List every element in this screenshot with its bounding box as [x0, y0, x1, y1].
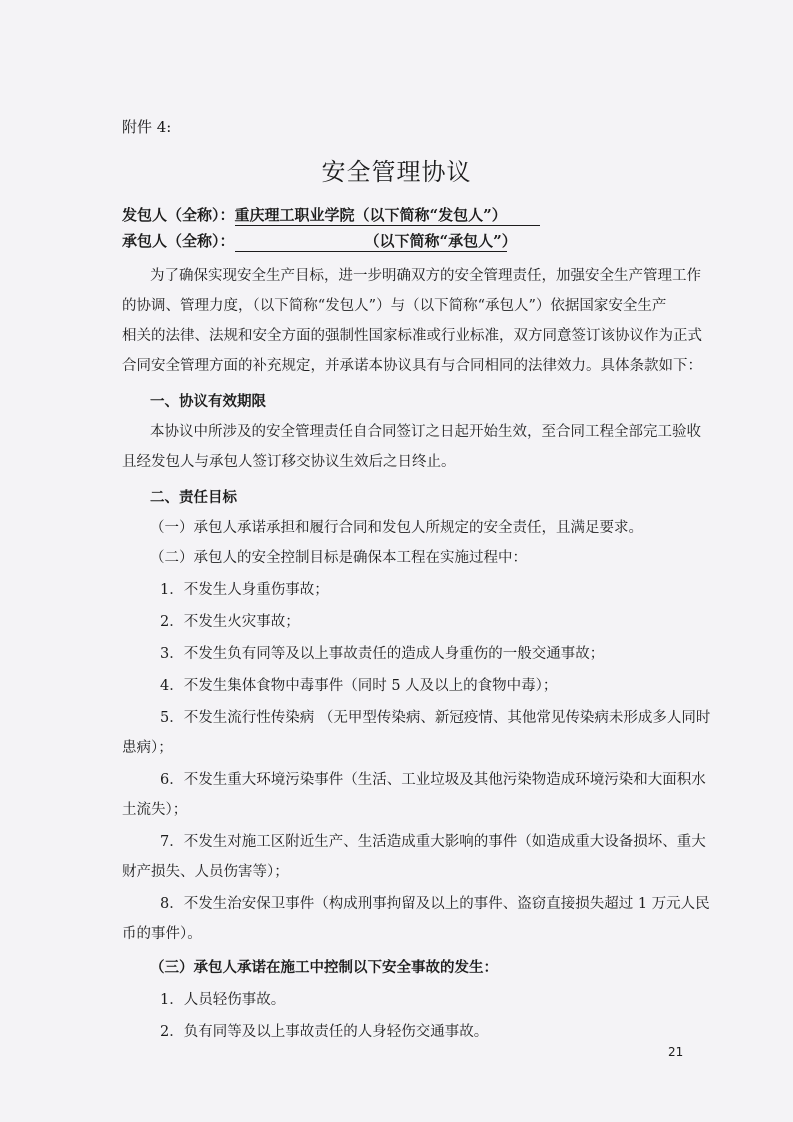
party-b-line	[122, 230, 517, 252]
party-b-label: 承包人（全称）：	[122, 232, 235, 250]
goal-item-5-line-1: 5．不发生流行性传染病 （无甲型传染病、新冠疫情、其他常见传染病未形成多人同时	[160, 710, 711, 726]
goal-item-4: 4．不发生集体食物中毒事件（同时 5 人及以上的食物中毒）；	[160, 678, 558, 694]
party-b-suffix: （以下简称“承包人”）	[364, 232, 517, 250]
goal-item-8-line-1: 8．不发生治安保卫事件（构成刑事拘留及以上的事件、盗窃直接损失超过 1 万元人民	[160, 896, 710, 912]
goal-item-7-line-1: 7．不发生对施工区附近生产、生活造成重大影响的事件（如造成重大设备损坏、重大	[160, 834, 706, 850]
party-a-line	[122, 204, 540, 226]
section-1-heading: 一、协议有效期限	[150, 393, 266, 410]
goal-item-3: 3．不发生负有同等及以上事故责任的造成人身重伤的一般交通事故；	[160, 646, 605, 662]
section-2-sub-3: （三）承包人承诺在施工中控制以下安全事故的发生：	[150, 959, 498, 976]
goal-item-7-line-2: 财产损失、人员伤害等）；	[122, 864, 289, 880]
control-item-2: 2．负有同等及以上事故责任的人身轻伤交通事故。	[160, 1024, 489, 1040]
section-2-sub-1: （一）承包人承诺承担和履行合同和发包人所规定的安全责任，且满足要求。	[150, 520, 643, 536]
section-2-sub-2: （二）承包人的安全控制目标是确保本工程在实施过程中：	[150, 550, 527, 566]
goal-item-2: 2．不发生火灾事故；	[160, 614, 300, 630]
goal-item-6-line-2: 土流失）；	[122, 802, 188, 818]
goal-item-1: 1．不发生人身重伤事故；	[160, 582, 329, 598]
intro-line-4: 合同安全管理方面的补充规定，并承诺本协议具有与合同相同的法律效力。具体条款如下：	[122, 358, 702, 374]
attachment-label: 附件 4:	[122, 118, 172, 136]
party-a-label: 发包人（全称）：	[122, 206, 235, 224]
section-1-line-2: 且经发包人与承包人签订移交协议生效后之日终止。	[122, 454, 456, 470]
goal-item-8-line-2: 币的事件）。	[122, 926, 202, 942]
intro-line-1: 为了确保实现安全生产目标，进一步明确双方的安全管理责任，加强安全生产管理工作	[150, 268, 701, 284]
party-b-blank	[235, 233, 365, 252]
section-1-line-1: 本协议中所涉及的安全管理责任自合同签订之日起开始生效，至合同工程全部完工验收	[150, 424, 701, 440]
party-a-name: 重庆理工职业学院（以下简称“发包人”）	[235, 204, 540, 226]
goal-item-5-line-2: 患病）；	[122, 740, 173, 756]
section-2-heading: 二、责任目标	[150, 489, 237, 506]
page-number: 21	[668, 1045, 684, 1059]
intro-line-2: 的协调、管理力度，（以下简称“发包人”）与（以下简称“承包人”）依据国家安全生产	[122, 298, 667, 314]
document-title: 安全管理协议	[321, 158, 472, 186]
control-item-1: 1．人员轻伤事故。	[160, 992, 286, 1008]
goal-item-6-line-1: 6．不发生重大环境污染事件（生活、工业垃圾及其他污染物造成环境污染和大面积水	[160, 772, 706, 788]
intro-line-3: 相关的法律、法规和安全方面的强制性国家标准或行业标准，双方同意签订该协议作为正式	[122, 328, 702, 344]
